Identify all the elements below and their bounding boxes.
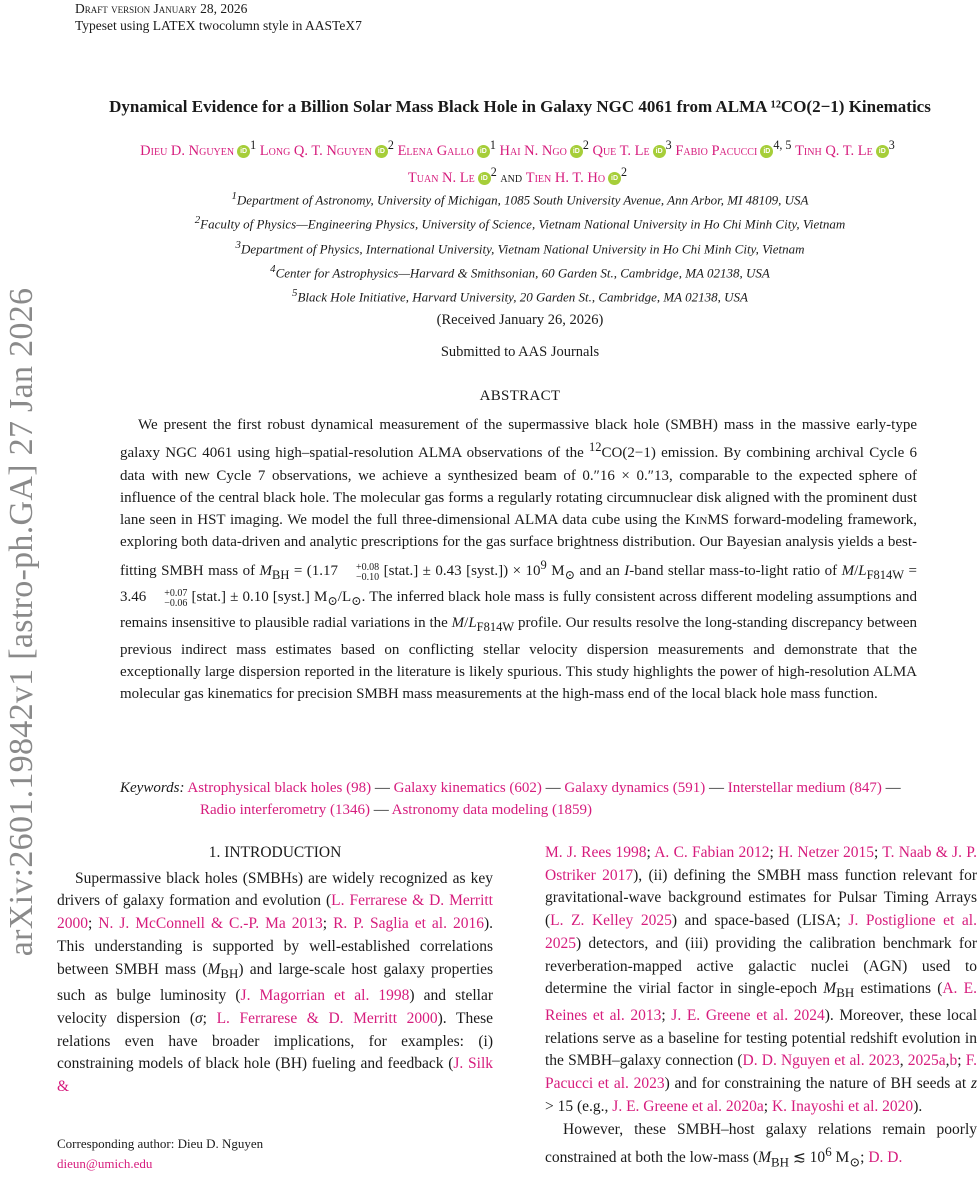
text-run: / [464,615,469,632]
keyword-link[interactable]: Galaxy dynamics (591) [564,780,706,796]
orcid-icon[interactable]: iD [760,145,773,158]
citation-link[interactable]: R. P. Saglia et al. 2016 [333,915,484,933]
text-run: -band stellar mass-to-light ratio of [629,562,842,579]
citation-link[interactable]: D. D. [868,1149,903,1167]
text-run: ). Moreover, these local relations serve as a baseline for testing potential redshift evolution in the SMBH–galaxy connection ( [545,1007,977,1070]
arxiv-sidebar [0,262,44,982]
text-run: , [945,1052,950,1070]
math-symbol: M [823,980,837,998]
orcid-icon[interactable]: iD [876,145,889,158]
citation-link[interactable]: J. Silk & [57,1055,493,1096]
sub: BH [836,985,855,1001]
text-run: > 15 (e.g., [545,1097,613,1115]
sun-symbol: ⊙ [351,594,362,609]
corresponding-author-footnote [57,1134,493,1174]
orcid-icon[interactable]: iD [608,172,621,185]
text-run: ) and space-based (LISA; [671,912,849,930]
math-symbol: σ [195,1010,203,1028]
draft-version: Draft version January 28, 2026 [75,1,248,16]
affil-sup: 2 [194,214,201,227]
abstract-heading: ABSTRACT [479,388,561,404]
text-run: ). [913,1097,923,1115]
text-run: forward-modeling framework, exploring both data-driven and analytic prescriptions for the gas surface brightness distribution. Our Bayesian analysis yields a best-fitting SMBH mass of [120,512,917,579]
keyword-link[interactable]: Astrophysical black holes (98) [187,780,372,796]
text-run: ; [769,844,779,861]
math-symbol: L [468,615,477,632]
text-run: ; [661,1007,672,1025]
affiliation [60,259,980,283]
author-link[interactable]: Hai N. Ngo [499,142,567,159]
author-link[interactable]: Fabio Pacucci [675,142,758,159]
citation-link[interactable]: N. J. McConnell & C.-P. Ma 2013 [98,915,323,933]
math-symbol: M [207,960,221,978]
orcid-icon[interactable]: iD [477,145,490,158]
text-run: ; [202,1010,217,1028]
math-symbol: z [970,1075,977,1093]
err-down: −0.06 [164,598,188,610]
author-affil-sup: 1 [489,138,496,152]
err-up: +0.07 [164,588,188,600]
affil-text: Center for Astrophysics—Harvard & Smithsonian, 60 Garden St., Cambridge, MA 02138, USA [275,265,770,281]
intro-paragraph-2 [545,1119,977,1175]
citation-link[interactable]: H. Netzer 2015 [778,844,874,861]
math-symbol: I [624,562,630,579]
text-run: However, these SMBH–host galaxy relations remain poorly constrained at both the low-mass ( [545,1120,977,1167]
math-symbol: M [259,562,273,579]
text-run: ; [957,1052,966,1070]
author-affil-sup: 3 [665,138,672,152]
text-run: [stat.] ± 0.43 [syst.]) × 10 [379,562,541,579]
abstract-text [120,414,917,706]
citation-link[interactable]: D. D. Nguyen et al. 2023 [742,1052,900,1070]
text-run: , [899,1052,908,1070]
math-symbol: M [451,615,465,632]
author-affil-sup: 1 [250,138,257,152]
author-affil-sup: 2 [582,138,589,152]
citation-link[interactable]: J. Magorrian et al. 1998 [240,987,410,1005]
and-word: and [500,169,523,186]
arxiv-id: arXiv:2601.19842v1 [astro-ph.GA] 27 Jan 2026 [3,287,40,957]
citation-link[interactable]: A. C. Fabian 2012 [654,844,770,861]
citation-link[interactable]: J. E. Greene et al. 2024 [671,1007,825,1025]
affil-text: Department of Physics, International University, Vietnam National University in Ho Chi Minh City, Vietnam [240,240,805,256]
intro-paragraph [57,868,493,1099]
text-run: ). This understanding is supported by well-established correlations between SMBH mass ( [57,915,494,978]
keyword-sep: — [881,780,901,796]
kinms-name: KinMS [684,512,730,529]
text-run: ) and large-scale host galaxy properties such as bulge luminosity ( [57,960,493,1005]
text-run: profile. Our results resolve the long-standing discrepancy between previous indirect mass estimates based on conflicting stellar velocity dispersion measurements and demonstrate that the exceptionally large dispersion reported in the literature is likely spurious. This study highlights the power of high-resolution ALMA molecular gas kinematics for precision SMBH mass measurements at the high-mass end of the local black hole mass function. [120,615,917,703]
keyword-sep: — [371,780,394,796]
citation-link[interactable]: 2025a [907,1052,946,1070]
text-run: Supermassive black holes (SMBHs) are widely recognized as key drivers of galaxy formation and evolution ( [57,869,493,910]
sun-symbol: ⊙ [564,567,576,582]
error-bars [146,589,187,609]
affiliation [60,210,980,234]
affiliation [60,235,980,259]
affiliation-list [60,186,980,308]
author-affil-sup: 2 [490,164,497,179]
author-link[interactable]: Long Q. T. Nguyen [259,142,372,159]
text-run: . The inferred black hole mass is fully consistent across different modeling assumptions and remains insensitive to plausible radial variations in the [120,589,917,632]
text-run: /L [337,589,352,606]
author-affil-sup: 3 [888,138,895,152]
author-affil-sup: 4, 5 [773,138,792,152]
sub: BH [272,567,290,582]
author-affil-sup: 2 [387,138,394,152]
author-link[interactable]: Tinh Q. T. Le [795,142,873,159]
text-run: ; [860,1149,869,1167]
citation-link[interactable]: L. Ferrarese & D. Merritt 2000 [216,1010,438,1028]
text-run: [stat.] ± 0.10 [syst.] M [187,589,328,606]
citation-link[interactable]: K. Inayoshi et al. 2020 [771,1097,914,1115]
text-run: CO(2−1) emission. By combining archival Cycle 6 data with new Cycle 7 observations, we achieve a synthesized beam of 0.″16 × 0.″13, comparable to the expected sphere of influence of the central black hole. The molecular gas forms a regularly rotating circumnuclear disk aligned with the prominent dust lane seen in HST imaging. We model the full three-dimensional ALMA data cube using the [120,445,917,529]
text-run: ) and for constraining the nature of BH seeds at [664,1075,971,1093]
citation-link[interactable]: T. Naab & J. P. Ostriker 2017 [545,844,978,884]
paper-title: Dynamical Evidence for a Billion Solar Mass Black Hole in Galaxy NGC 4061 from ALMA ¹²CO(2−1) Kinematics [109,97,931,116]
citation-link[interactable]: L. Ferrarese & D. Merritt 2000 [57,892,493,933]
citation-link[interactable]: J. E. Greene et al. 2020a [612,1097,764,1115]
text-run: ; [322,915,334,933]
keyword-link[interactable]: Radio interferometry (1346) [200,802,370,819]
keyword-link[interactable]: Interstellar medium (847) [727,780,882,796]
citation-link[interactable]: M. J. Rees 1998 [545,844,647,861]
citation-link[interactable]: J. Postiglione et al. 2025 [545,912,977,952]
author-link[interactable]: Tien H. T. Ho [525,169,606,186]
right-column [545,842,977,1174]
math-symbol: M [841,562,855,579]
intro-paragraph-cont [545,842,977,1119]
sun-symbol: ⊙ [849,1154,861,1170]
sub: F814W [866,567,905,582]
affil-sup: 5 [292,287,298,300]
orcid-icon[interactable]: iD [570,145,583,158]
keywords [120,777,917,822]
text-run: ). These relations even have broader implications, for examples: (i) constraining models of black hole (BH) fueling and feedback ( [57,1010,494,1073]
keyword-link[interactable]: Astronomy data modeling (1859) [391,802,593,819]
math-symbol: L [858,562,867,579]
email-link[interactable]: dieun@umich.edu [57,1156,153,1171]
affil-sup: 3 [235,238,241,251]
orcid-icon[interactable]: iD [653,145,666,158]
section-heading: 1. INTRODUCTION [208,844,342,861]
keywords-label: Keywords: [120,780,185,796]
affiliation [60,283,980,307]
affil-text: Faculty of Physics—Engineering Physics, University of Science, Vietnam National University in Ho Chi Minh City, Vietnam [200,216,846,232]
text-run: ; [874,844,883,861]
author-list [55,135,980,189]
orcid-icon[interactable]: iD [478,172,491,185]
math-symbol: M [758,1149,771,1167]
citation-link[interactable]: F. Pacucci et al. 2023 [545,1052,977,1093]
text-run: ; [646,844,655,861]
citation-link[interactable]: b [949,1052,958,1070]
keyword-sep: — [541,780,565,796]
text-run: ) and stellar velocity dispersion ( [57,987,493,1028]
text-run: M [831,1149,850,1167]
affiliation [60,186,980,210]
draft-header [75,0,362,34]
text-run: M [546,562,565,579]
text-run: = 3.46 [120,562,917,606]
footnote-text: Corresponding author: Dieu D. Nguyen [57,1136,264,1151]
left-column [57,842,493,1099]
err-down: −0.10 [356,571,380,583]
error-bars [338,563,379,583]
orcid-icon[interactable]: iD [237,145,250,158]
text-run: and an [575,562,625,579]
affil-sup: 1 [231,190,237,202]
sup: 6 [825,1144,832,1160]
text-run: We present the first robust dynamical measurement of the supermassive black hole (SMBH) mass in the massive early-type galaxy NGC 4061 using high–spatial-resolution ALMA observations of the [120,417,917,462]
keyword-link[interactable]: Galaxy kinematics (602) [393,780,542,796]
submitted-note: Submitted to AAS Journals [440,344,600,360]
keyword-sep: — [369,802,392,819]
typeset-line: Typeset using LATEX twocolumn style in AASTeX7 [75,18,362,33]
author-link[interactable]: Dieu D. Nguyen [140,142,235,159]
orcid-icon[interactable]: iD [375,145,388,158]
sup: 9 [540,557,547,572]
text-run: ≲ 10 [788,1149,826,1167]
affil-text: Department of Astronomy, University of Michigan, 1085 South University Avenue, Ann Arbor, MI 48109, USA [236,192,809,208]
text-run: = (1.17 [289,562,339,579]
sub: BH [220,965,239,981]
author-link[interactable]: Tuan N. Le [407,169,475,186]
sup: 12 [589,440,602,455]
author-link[interactable]: Elena Gallo [397,142,474,159]
text-run: ; [763,1097,772,1115]
text-run: ; [88,915,99,933]
received-date: (Received January 26, 2026) [436,312,604,328]
affil-sup: 4 [270,262,276,275]
keyword-sep: — [705,780,728,796]
author-affil-sup: 2 [621,164,628,179]
sun-symbol: ⊙ [327,594,338,609]
citation-link[interactable]: L. Z. Kelley 2025 [550,912,672,930]
text-run: estimations ( [854,980,943,998]
sub: F814W [476,620,515,635]
affil-text: Black Hole Initiative, Harvard University, 20 Garden St., Cambridge, MA 02138, USA [297,289,748,305]
text-run: ) detectors, and (iii) providing the calibration benchmark for reverberation-mapped active galactic nuclei (AGN) used to determine the virial factor in single-epoch [545,934,977,998]
text-run: / [854,562,859,579]
sub: BH [771,1154,789,1170]
err-up: +0.08 [356,561,380,573]
citation-link[interactable]: A. E. Reines et al. 2013 [545,980,977,1025]
text-run: ), (ii) defining the SMBH mass function relevant for gravitational-wave background estimates for Pulsar Timing Arrays ( [545,866,978,930]
author-link[interactable]: Que T. Le [592,142,650,159]
